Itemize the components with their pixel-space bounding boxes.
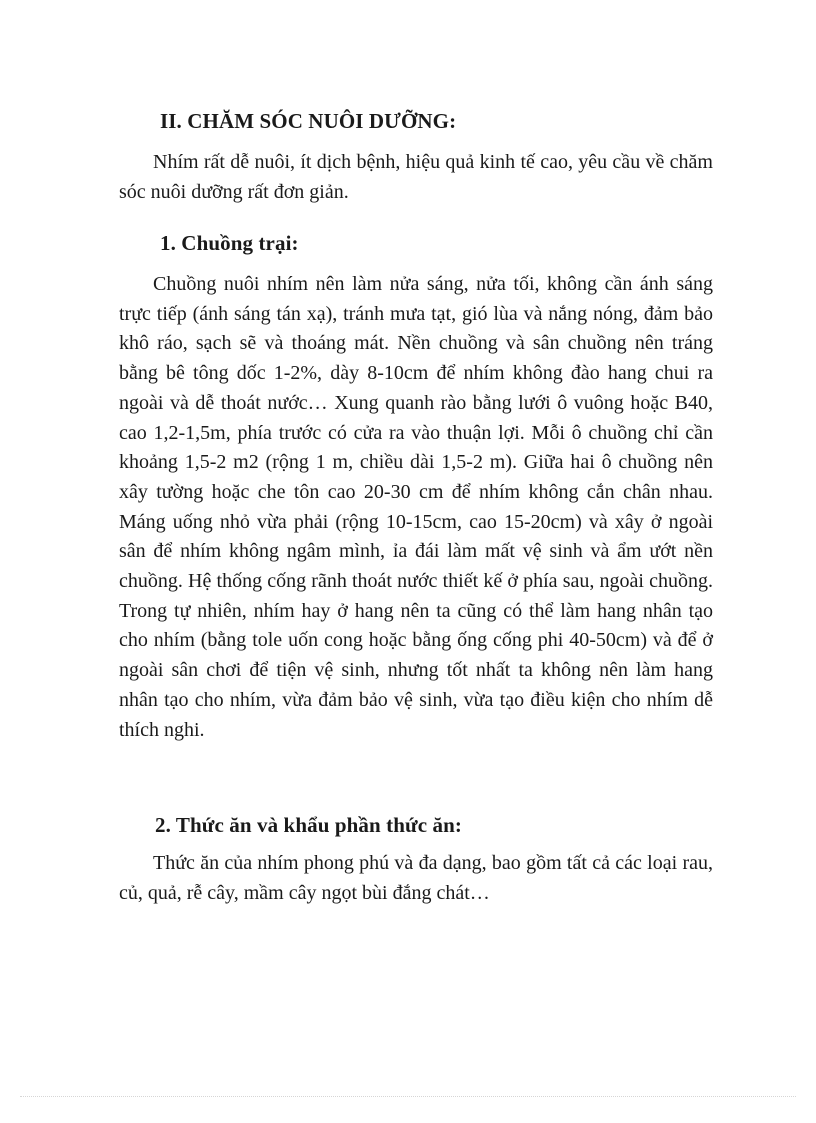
subsection-heading-housing: 1. Chuồng trại:	[160, 231, 299, 255]
housing-paragraph: Chuồng nuôi nhím nên làm nửa sáng, nửa tối, không cần ánh sáng trực tiếp (ánh sáng tán xạ), tránh mưa tạt, gió lùa và nắng nóng, đảm bảo khô ráo, sạch sẽ và thoáng mát. Nền chuồng và sân chuồng nên tráng bằng bê tông dốc 1-2%, dày 8-10cm để nhím không đào hang chui ra ngoài và dễ thoát nước… Xung quanh rào bằng lưới ô vuông hoặc B40, cao 1,2-1,5m, phía trước có cửa ra vào thuận lợi. Mỗi ô chuồng chỉ cần khoảng 1,5-2 m2 (rộng 1 m, chiều dài 1,5-2 m). Giữa hai ô chuồng nên xây tường hoặc che tôn cao 20-30 cm để nhím không cắn chân nhau. Máng uống nhỏ vừa phải (rộng 10-15cm, cao 15-20cm) và xây ở ngoài sân để nhím không ngâm mình, ỉa đái làm mất vệ sinh và ẩm ướt nền chuồng. Hệ thống cống rãnh thoát nước thiết kế ở phía sau, ngoài chuồng. Trong tự nhiên, nhím hay ở hang nên ta cũng có thể làm hang nhân tạo cho nhím (bằng tole uốn cong hoặc bằng ống cống phi 40-50cm) và để ở ngoài sân chơi để tiện vệ sinh, nhưng tốt nhất ta không nên làm hang nhân tạo cho nhím, vừa đảm bảo vệ sinh, vừa tạo điều kiện cho nhím dễ thích nghi.	[119, 273, 713, 741]
section-heading: II. CHĂM SÓC NUÔI DƯỠNG:	[160, 109, 457, 133]
subsection-heading-feed: 2. Thức ăn và khẩu phần thức ăn:	[155, 813, 462, 837]
page-bottom-divider	[20, 1096, 796, 1097]
intro-paragraph: Nhím rất dễ nuôi, ít dịch bệnh, hiệu quả kinh tế cao, yêu cầu về chăm sóc nuôi dưỡng rất đơn giản.	[119, 151, 713, 203]
feed-paragraph: Thức ăn của nhím phong phú và đa dạng, bao gồm tất cả các loại rau, củ, quả, rễ cây, mầm cây ngọt bùi đắng chát…	[119, 852, 713, 904]
